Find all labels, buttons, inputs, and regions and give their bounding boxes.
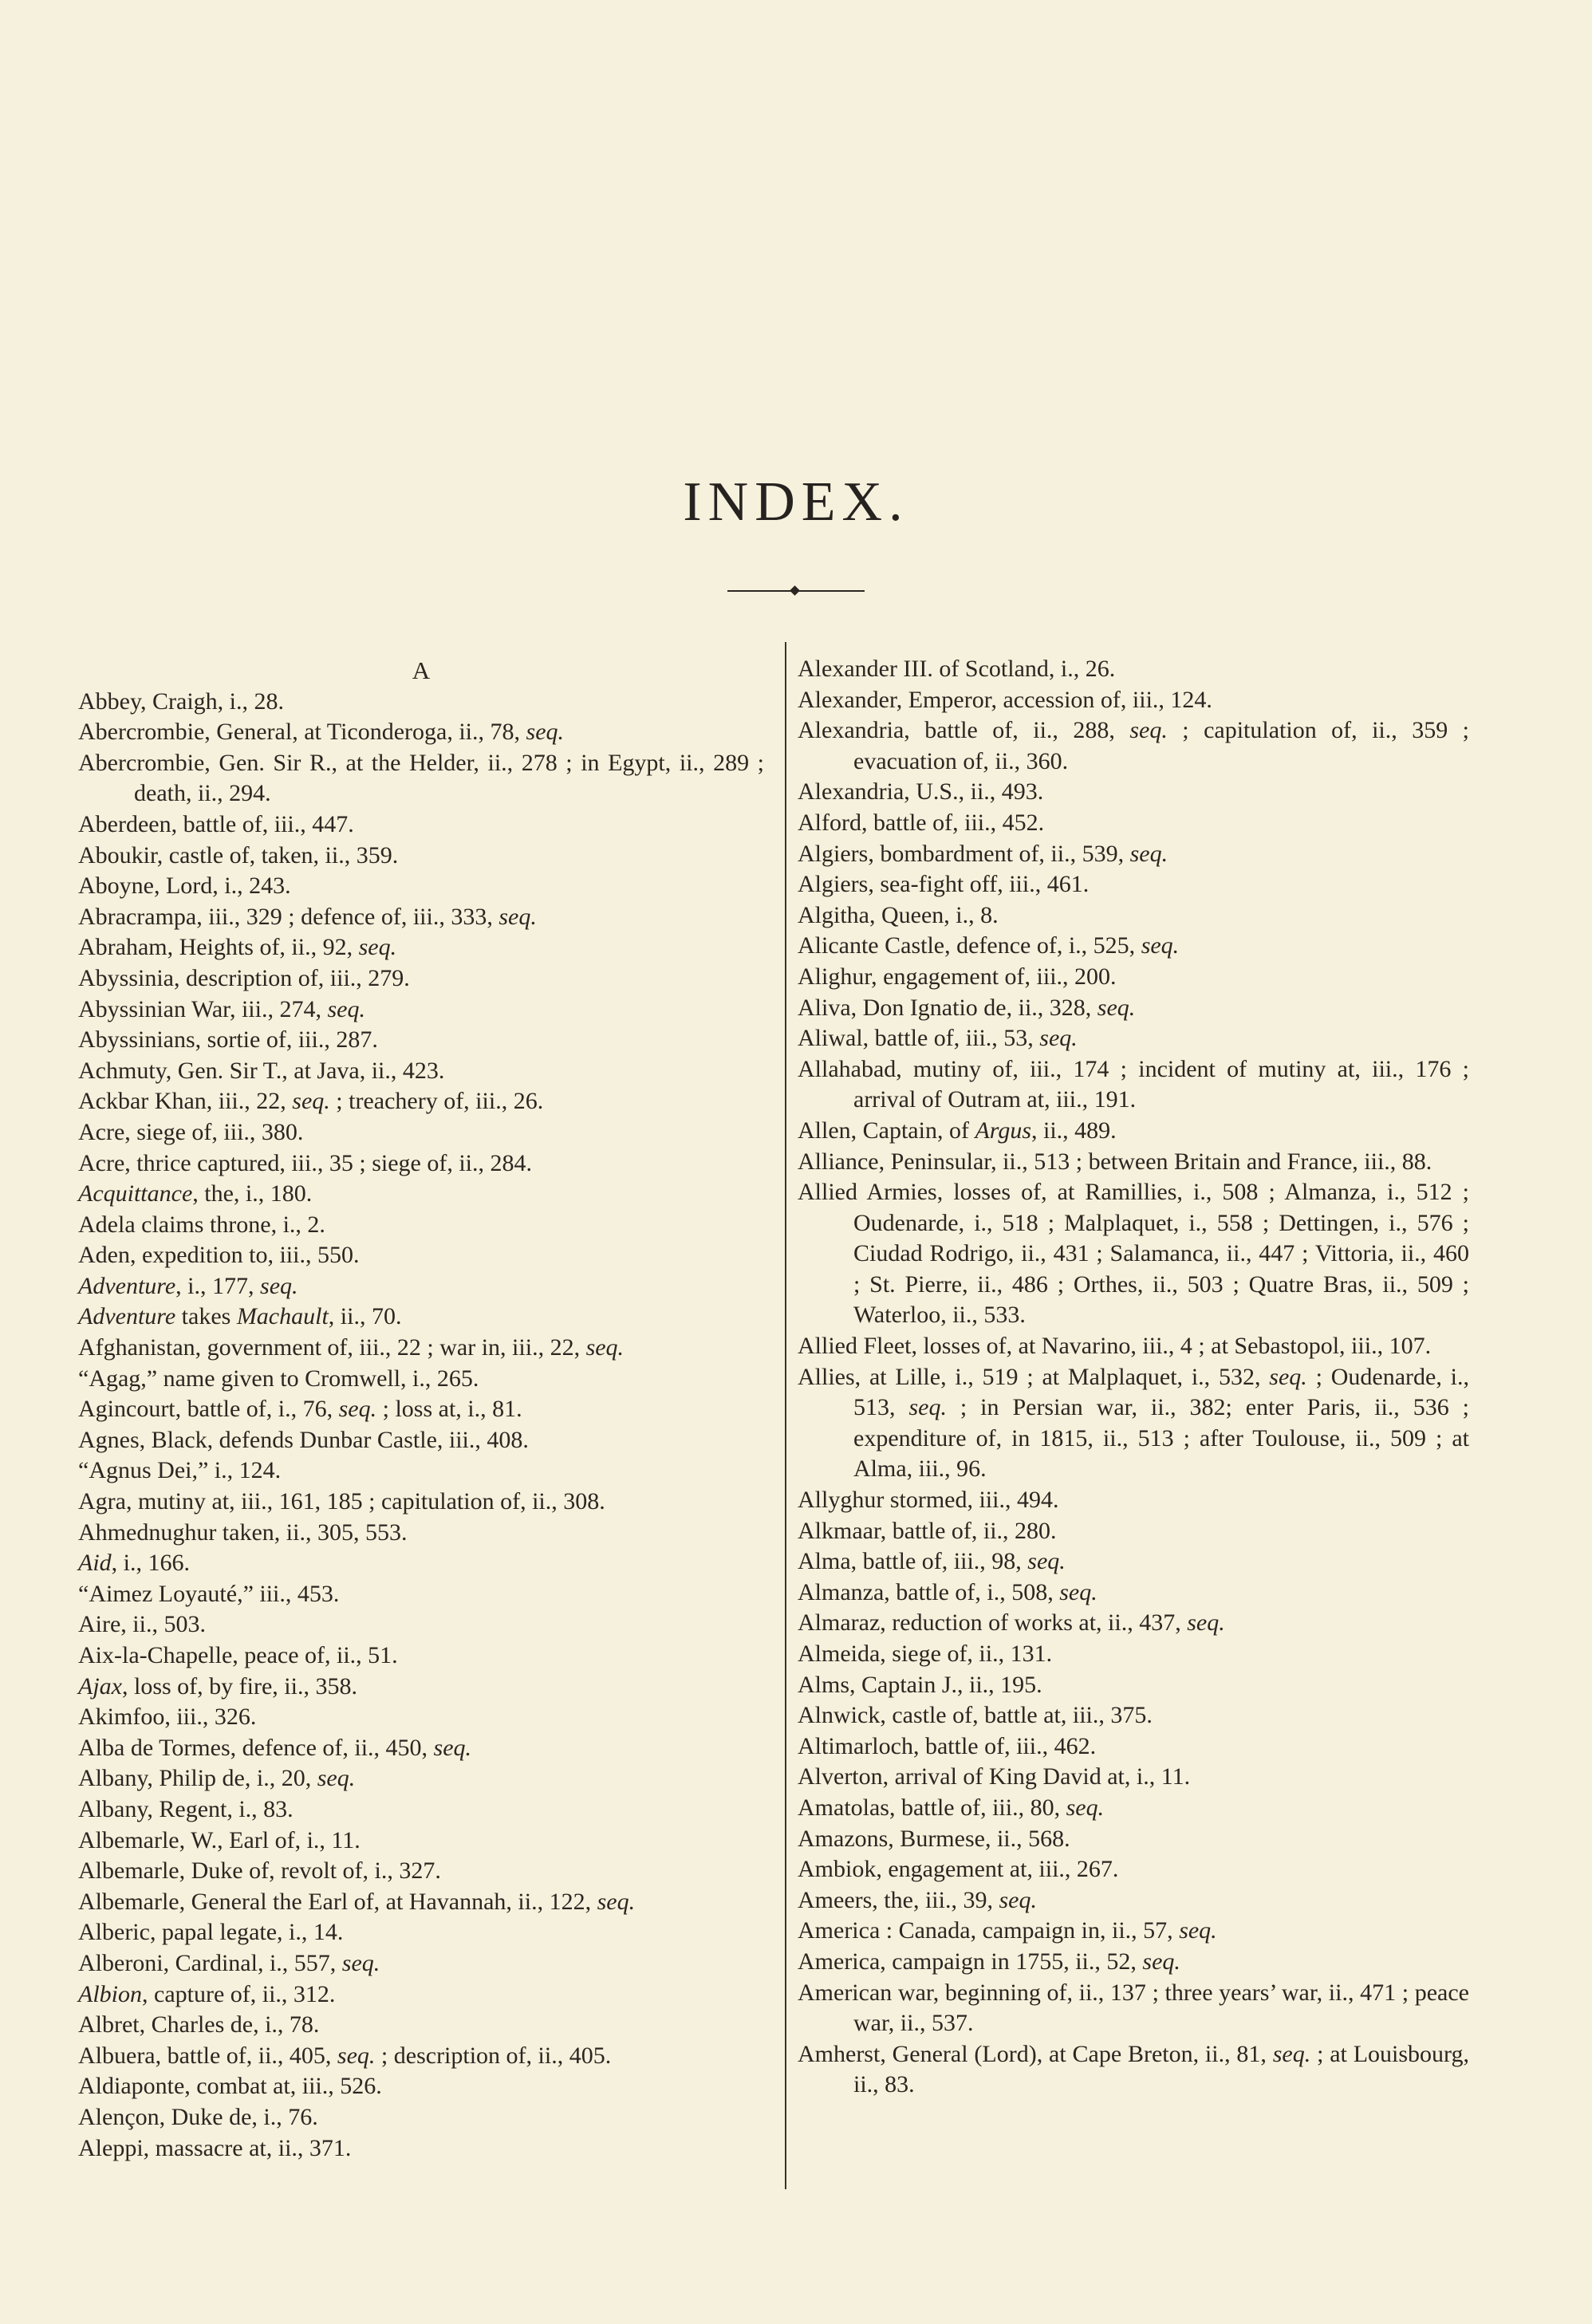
index-entry-text: Abracrampa, iii., 329 ; defence of, iii., 333, xyxy=(78,903,499,930)
index-entry-text: ; Oudenarde, i., 513, xyxy=(853,1363,1469,1421)
page-title: INDEX. xyxy=(683,471,909,533)
index-entry xyxy=(78,1117,764,1148)
index-entry xyxy=(78,1672,764,1703)
index-entry xyxy=(78,932,764,963)
index-entry-text: Agnes, Black, defends Dunbar Castle, iii., 408. xyxy=(78,1426,529,1453)
index-entry-italic-text: Machault xyxy=(236,1303,329,1330)
index-entry-italic-text: Ajax xyxy=(78,1672,122,1700)
index-entry xyxy=(78,1302,764,1333)
index-entry xyxy=(798,1731,1469,1763)
index-entry-text: American war, beginning of, ii., 137 ; three years’ war, ii., 471 ; peace war, ii., 537. xyxy=(798,1979,1469,2037)
index-entry-text: Ahmednughur taken, ii., 305, 553. xyxy=(78,1518,408,1546)
index-entry-italic-text: seq. xyxy=(585,1334,625,1361)
index-entry xyxy=(78,1548,764,1579)
index-entry xyxy=(798,1608,1469,1639)
index-entry-text: ; loss at, i., 81. xyxy=(376,1396,522,1423)
index-entry xyxy=(78,963,764,995)
index-entry xyxy=(798,1147,1469,1178)
ornament-diamond-icon xyxy=(790,585,800,596)
index-entry xyxy=(78,2041,764,2072)
index-entry-text: Afghanistan, government of, iii., 22 ; war in, iii., 22, xyxy=(78,1334,586,1361)
index-entry-italic-text: Acquittance xyxy=(78,1180,193,1207)
index-entry-italic-text: seq. xyxy=(1269,1363,1307,1390)
index-entry-text: Achmuty, Gen. Sir T., at Java, ii., 423. xyxy=(78,1057,445,1084)
index-entry xyxy=(78,1979,764,2011)
index-entry xyxy=(798,1639,1469,1670)
index-entry-italic-text: seq. xyxy=(1142,1948,1180,1975)
index-entry-text: Alms, Captain J., ii., 195. xyxy=(798,1671,1042,1698)
index-entry-text: Alexandria, U.S., ii., 493. xyxy=(798,778,1044,806)
index-entry-text: Amherst, General (Lord), at Cape Breton, ii., 81, xyxy=(798,2040,1273,2067)
index-entry xyxy=(798,1885,1469,1916)
index-entry-text: Alford, battle of, iii., 452. xyxy=(798,809,1045,836)
index-entry-text: Aleppi, massacre at, ii., 371. xyxy=(78,2134,352,2161)
index-entry xyxy=(78,2071,764,2102)
index-entry xyxy=(78,995,764,1026)
index-entry-text: , the, i., 180. xyxy=(192,1180,313,1207)
index-entry-text: Acre, siege of, iii., 380. xyxy=(78,1118,304,1145)
index-entry-text: Albemarle, Duke of, revolt of, i., 327. xyxy=(78,1857,441,1885)
index-entry-text: Alicante Castle, defence of, i., 525, xyxy=(798,932,1141,959)
index-entry-text: Alighur, engagement of, iii., 200. xyxy=(798,963,1117,990)
index-entry-text: Agra, mutiny at, iii., 161, 185 ; capitulation of, ii., 308. xyxy=(78,1488,605,1515)
index-entry-text: Alexander, Emperor, accession of, iii., 124. xyxy=(798,686,1212,713)
index-entry-text: Alliance, Peninsular, ii., 513 ; between Britain and France, iii., 88. xyxy=(798,1148,1432,1175)
index-entry-text: Adela claims throne, i., 2. xyxy=(78,1211,325,1238)
index-entry xyxy=(78,1518,764,1549)
index-entry xyxy=(78,1210,764,1241)
index-entry-italic-text: seq. xyxy=(1141,932,1180,959)
index-entry-text: Algitha, Queen, i., 8. xyxy=(798,901,999,928)
index-entry xyxy=(78,1887,764,1918)
index-entry xyxy=(78,1579,764,1610)
index-entry-italic-text: seq. xyxy=(597,1888,636,1915)
index-entry-text: Aberdeen, battle of, iii., 447. xyxy=(78,810,354,837)
index-entry-italic-text: seq. xyxy=(1129,717,1168,744)
index-entry-text: ; capitulation of, ii., 359 ; evacuation of, ii., 360. xyxy=(853,717,1469,774)
index-entry xyxy=(798,1054,1469,1116)
index-entry xyxy=(78,1948,764,1979)
index-entry-italic-text: seq. xyxy=(1272,2040,1311,2067)
index-entry-text: Abercrombie, Gen. Sir R., at the Helder, ii., 278 ; in Egypt, ii., 289 ; death, ii., 294. xyxy=(78,749,764,807)
index-entry xyxy=(798,962,1469,993)
index-entry-text: Albany, Philip de, i., 20, xyxy=(78,1765,317,1792)
index-entry-text: Aire, ii., 503. xyxy=(78,1611,206,1638)
index-entry-text: Aden, expedition to, iii., 550. xyxy=(78,1242,360,1269)
index-entry xyxy=(78,1056,764,1087)
index-column-right xyxy=(798,654,1469,2101)
index-entry-text: Alverton, arrival of King David at, i., 11. xyxy=(798,1763,1191,1790)
index-entry-italic-text: seq. xyxy=(292,1088,330,1115)
index-entry-text: Alberic, papal legate, i., 14. xyxy=(78,1919,344,1946)
index-entry-text: Abyssinian War, iii., 274, xyxy=(78,995,328,1022)
index-entry-text: Agincourt, battle of, i., 76, xyxy=(78,1396,339,1423)
index-entry xyxy=(78,1394,764,1425)
index-entry-text: Abyssinia, description of, iii., 279. xyxy=(78,964,410,991)
index-entry-text: Allen, Captain, of xyxy=(798,1117,975,1144)
index-entry-text: Albany, Regent, i., 83. xyxy=(78,1795,294,1822)
index-entry xyxy=(78,809,764,841)
title-ornament-rule xyxy=(727,587,865,595)
column-divider xyxy=(785,642,786,2189)
index-entry xyxy=(78,748,764,809)
index-entry xyxy=(798,1762,1469,1793)
index-entry-italic-text: seq. xyxy=(260,1272,298,1299)
index-entry xyxy=(798,1793,1469,1824)
index-entry-text: Abbey, Craigh, i., 28. xyxy=(78,687,285,715)
index-entry-italic-text: Adventure xyxy=(78,1303,176,1330)
index-entry-text: “Agag,” name given to Cromwell, i., 265. xyxy=(78,1365,479,1392)
index-entry-text: Almeida, siege of, ii., 131. xyxy=(798,1641,1053,1667)
index-entry xyxy=(798,1485,1469,1516)
index-entry xyxy=(798,685,1469,716)
index-entry xyxy=(798,1854,1469,1885)
index-entry-italic-text: seq. xyxy=(1129,840,1168,867)
index-entry-text: Alnwick, castle of, battle at, iii., 375. xyxy=(798,1702,1153,1729)
index-entry-italic-text: seq. xyxy=(1066,1794,1105,1821)
index-entry-text: Allyghur stormed, iii., 494. xyxy=(798,1487,1059,1514)
index-entry-text: America : Canada, campaign in, ii., 57, xyxy=(798,1917,1180,1944)
index-entry-text: Alkmaar, battle of, ii., 280. xyxy=(798,1517,1057,1544)
section-letter-heading: A xyxy=(412,656,431,684)
index-entry-text: Aliwal, battle of, iii., 53, xyxy=(798,1025,1040,1052)
index-entry xyxy=(798,1947,1469,1978)
index-entry xyxy=(798,1362,1469,1485)
index-column-left xyxy=(78,656,764,2164)
index-entry xyxy=(798,1978,1469,2039)
index-entry xyxy=(798,1670,1469,1701)
index-entry xyxy=(798,1546,1469,1578)
index-entry-text: Abraham, Heights of, ii., 92, xyxy=(78,934,359,961)
index-entry-text: Aldiaponte, combat at, iii., 526. xyxy=(78,2073,382,2100)
index-entry-text: America, campaign in 1755, ii., 52, xyxy=(798,1948,1143,1975)
index-entry-text: ; description of, ii., 405. xyxy=(375,2042,612,2069)
index-entry xyxy=(78,1240,764,1271)
index-entry-italic-text: Albion xyxy=(78,1980,142,2007)
index-entry xyxy=(798,654,1469,685)
index-entry xyxy=(78,1641,764,1672)
index-entry-text: Abercrombie, General, at Ticonderoga, ii., 78, xyxy=(78,719,526,746)
index-entry-text: “Agnus Dei,” i., 124. xyxy=(78,1457,282,1484)
index-entry-italic-text: seq. xyxy=(338,1396,377,1423)
index-entry-text: ; at Louisbourg, ii., 83. xyxy=(853,2040,1469,2098)
index-entry-text: Almaraz, reduction of works at, ii., 437, xyxy=(798,1609,1188,1637)
index-entry-italic-text: seq. xyxy=(1097,994,1136,1021)
index-entry xyxy=(78,1609,764,1641)
index-entry xyxy=(78,1826,764,1857)
index-entry-italic-text: seq. xyxy=(327,995,365,1022)
index-entry xyxy=(78,841,764,872)
index-entry-text: Alençon, Duke de, i., 76. xyxy=(78,2103,318,2130)
index-entry-text: , ii., 70. xyxy=(328,1303,402,1330)
index-entry-italic-text: seq. xyxy=(317,1765,356,1792)
index-entry-text: Algiers, sea-fight off, iii., 461. xyxy=(798,871,1090,898)
index-entry xyxy=(798,900,1469,932)
index-entry xyxy=(78,1364,764,1395)
index-entry-text: Ackbar Khan, iii., 22, xyxy=(78,1088,293,1115)
index-entry xyxy=(78,1148,764,1180)
index-entry xyxy=(78,1271,764,1302)
index-entry xyxy=(798,1700,1469,1731)
index-entry-text: , i., 166. xyxy=(111,1550,191,1577)
index-entry-text: Algiers, bombardment of, ii., 539, xyxy=(798,840,1130,867)
index-entry xyxy=(798,1916,1469,1947)
index-entry-text: Allahabad, mutiny of, iii., 174 ; incident of mutiny at, iii., 176 ; arrival of Outram at, iii., 191. xyxy=(798,1055,1469,1113)
index-entry-italic-text: seq. xyxy=(433,1734,472,1761)
index-entry xyxy=(798,1177,1469,1331)
index-entry-text: Alba de Tormes, defence of, ii., 450, xyxy=(78,1734,434,1761)
index-entry xyxy=(78,1917,764,1948)
index-entry-italic-text: seq. xyxy=(1039,1025,1078,1052)
index-entry xyxy=(78,1487,764,1518)
index-entry xyxy=(78,871,764,902)
index-entry xyxy=(78,2102,764,2133)
index-entry xyxy=(78,2133,764,2164)
index-entry-italic-text: seq. xyxy=(908,1394,947,1421)
index-entry-italic-text: seq. xyxy=(999,1886,1037,1913)
index-entry xyxy=(78,2010,764,2041)
index-entry xyxy=(798,2039,1469,2101)
index-entry xyxy=(78,1733,764,1764)
index-entry xyxy=(78,1425,764,1456)
index-entry-text: Albemarle, W., Earl of, i., 11. xyxy=(78,1826,361,1853)
index-entry xyxy=(78,687,764,718)
index-entry xyxy=(798,808,1469,839)
index-entry xyxy=(78,1794,764,1826)
index-entry xyxy=(798,1824,1469,1855)
index-entry-text: , capture of, ii., 312. xyxy=(142,1980,336,2007)
index-entry-text: ; treachery of, iii., 26. xyxy=(329,1088,544,1115)
index-entry xyxy=(78,1333,764,1364)
index-entry xyxy=(798,1516,1469,1547)
index-entry-text: Ameers, the, iii., 39, xyxy=(798,1886,999,1913)
index-entry xyxy=(798,1578,1469,1609)
index-entry xyxy=(78,1179,764,1210)
index-entry-italic-text: seq. xyxy=(337,2042,376,2069)
index-entry-text: Acre, thrice captured, iii., 35 ; siege of, ii., 284. xyxy=(78,1149,532,1176)
index-entry-text: Aboukir, castle of, taken, ii., 359. xyxy=(78,841,399,869)
index-entry-text: Almanza, battle of, i., 508, xyxy=(798,1578,1060,1605)
index-entry xyxy=(78,1086,764,1117)
index-entry xyxy=(78,1763,764,1794)
index-entry xyxy=(798,1331,1469,1362)
index-entry xyxy=(78,902,764,933)
index-entry xyxy=(798,993,1469,1024)
index-entry-text: ; in Persian war, ii., 382; enter Paris, ii., 536 ; expenditure of, in 1815, ii., 513 ; after Toulouse, ii., 509 ; at Alma, iii., 96. xyxy=(853,1394,1470,1483)
index-entry-italic-text: seq. xyxy=(526,719,565,746)
index-entry-text: Allied Fleet, losses of, at Navarino, iii., 4 ; at Sebastopol, iii., 107. xyxy=(798,1333,1432,1360)
index-entry-text: , ii., 489. xyxy=(1031,1117,1117,1144)
index-entry-italic-text: seq. xyxy=(498,903,537,930)
index-entry xyxy=(78,1025,764,1056)
index-entry-text: Ambiok, engagement at, iii., 267. xyxy=(798,1856,1119,1883)
index-entry-text: Aliva, Don Ignatio de, ii., 328, xyxy=(798,994,1097,1021)
index-entry-text: Akimfoo, iii., 326. xyxy=(78,1704,257,1731)
index-entry-text: , i., 177, xyxy=(175,1272,261,1299)
index-entry-italic-text: seq. xyxy=(1179,1917,1217,1944)
index-entry-text: Albuera, battle of, ii., 405, xyxy=(78,2042,337,2069)
index-entry-text: Abyssinians, sortie of, iii., 287. xyxy=(78,1026,378,1054)
index-entry-text: Albemarle, General the Earl of, at Havannah, ii., 122, xyxy=(78,1888,597,1915)
index-entry-italic-text: seq. xyxy=(1187,1609,1225,1637)
index-entry xyxy=(78,717,764,748)
index-entry xyxy=(798,1023,1469,1054)
index-entry xyxy=(78,1455,764,1487)
index-entry-text: Altimarloch, battle of, iii., 462. xyxy=(798,1732,1097,1759)
index-entry-text: Alma, battle of, iii., 98, xyxy=(798,1548,1028,1575)
index-entry xyxy=(798,1116,1469,1147)
index-entry xyxy=(798,715,1469,777)
index-entry xyxy=(798,777,1469,808)
index-entry-text: Albret, Charles de, i., 78. xyxy=(78,2011,320,2038)
index-entry xyxy=(78,1856,764,1887)
index-entry-italic-text: seq. xyxy=(358,934,397,961)
index-entry-text: Aix-la-Chapelle, peace of, ii., 51. xyxy=(78,1642,398,1668)
index-entry-italic-text: seq. xyxy=(1027,1548,1066,1575)
index-entry-italic-text: seq. xyxy=(1059,1578,1097,1605)
index-entry-italic-text: Aid xyxy=(78,1550,112,1577)
index-entry-text: takes xyxy=(175,1303,237,1330)
index-entry-text: , loss of, by fire, ii., 358. xyxy=(121,1672,357,1700)
index-entry-text: Allies, at Lille, i., 519 ; at Malplaquet, i., 532, xyxy=(798,1363,1270,1390)
index-entry-text: Alexander III. of Scotland, i., 26. xyxy=(798,656,1116,682)
index-entry xyxy=(798,839,1469,870)
index-entry-text: Alberoni, Cardinal, i., 557, xyxy=(78,1949,342,1976)
index-entry xyxy=(78,1702,764,1733)
index-entry-text: Amatolas, battle of, iii., 80, xyxy=(798,1794,1066,1821)
index-entry-text: Alexandria, battle of, ii., 288, xyxy=(798,717,1130,744)
index-entry xyxy=(798,869,1469,900)
index-entry-text: Amazons, Burmese, ii., 568. xyxy=(798,1825,1070,1852)
index-entry-text: Allied Armies, losses of, at Ramillies, i., 508 ; Almanza, i., 512 ; Oudenarde, i., 518 ; Malplaquet, i., 558 ; Dettingen, i., 576 ; Ciudad Rodrigo, ii., 431 ; Salamanca, ii., 447 ; Vittoria, ii., 460 ; St. Pierre, ii., 486 ; Orthes, ii., 503 ; Quatre Bras, ii., 509 ; Waterloo, ii., 533. xyxy=(798,1179,1469,1329)
index-entry-italic-text: Adventure xyxy=(78,1272,176,1299)
index-entry-text: “Aimez Loyauté,” iii., 453. xyxy=(78,1580,340,1607)
index-entry-italic-text: Argus xyxy=(975,1117,1032,1144)
index-entry xyxy=(798,931,1469,962)
index-entry-italic-text: seq. xyxy=(341,1949,380,1976)
index-entry-text: Aboyne, Lord, i., 243. xyxy=(78,872,291,900)
